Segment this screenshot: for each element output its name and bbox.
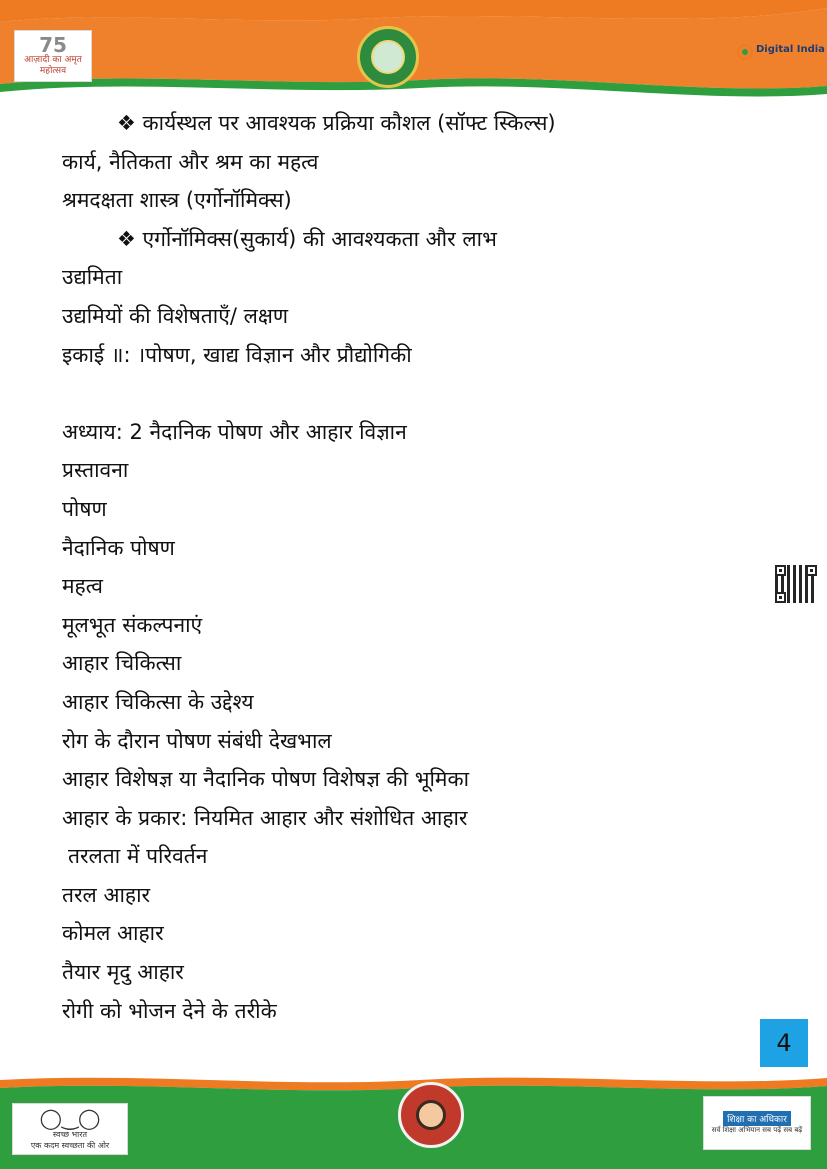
swachh-bharat-tagline: एक कदम स्वच्छता की ओर xyxy=(30,1141,110,1150)
shiksha-tagline: सर्व शिक्षा अभियान सब पढ़ें सब बढ़ें xyxy=(711,1126,803,1134)
azadi-number: 75 xyxy=(39,33,67,57)
shiksha-title: शिक्षा का अधिकार xyxy=(723,1111,791,1126)
state-seal-icon xyxy=(357,26,419,88)
content-line: कार्य, नैतिकता और श्रम का महत्व xyxy=(62,149,319,174)
swachh-bharat-glasses-icon: ◯‿◯ xyxy=(39,1106,101,1130)
page-number-badge: 4 xyxy=(760,1019,808,1067)
content-line: उद्यमियों की विशेषताएँ/ लक्षण xyxy=(62,303,289,328)
qr-corner xyxy=(775,592,786,603)
chapter-heading: अध्याय: 2 नैदानिक पोषण और आहार विज्ञान xyxy=(62,419,407,444)
content-line: रोग के दौरान पोषण संबंधी देखभाल xyxy=(62,728,332,753)
azadi-text: आज़ादी का अमृत महोत्सव xyxy=(24,55,82,76)
document-body xyxy=(62,104,762,1030)
content-line: तैयार मृदु आहार xyxy=(62,960,184,985)
content-line: तरल आहार xyxy=(62,882,151,907)
qr-code-icon[interactable] xyxy=(775,565,817,603)
qr-corner xyxy=(775,565,786,576)
content-line: आहार चिकित्सा xyxy=(62,651,182,676)
seal-inner xyxy=(371,40,405,74)
swachh-bharat-logo xyxy=(12,1103,128,1155)
qr-corner xyxy=(806,565,817,576)
content-line: ❖ कार्यस्थल पर आवश्यक प्रक्रिया कौशल (सॉफ्ट स्किल्स) xyxy=(117,111,556,135)
content-line: आहार चिकित्सा के उद्देश्य xyxy=(62,689,254,714)
beti-bachao-icon xyxy=(398,1082,464,1148)
shiksha-ka-adhikar-logo xyxy=(703,1096,811,1150)
azadi-ka-amrit-mahotsav-logo xyxy=(14,30,92,82)
content-line: तरलता में परिवर्तन xyxy=(68,844,208,869)
content-line: आहार विशेषज्ञ या नैदानिक पोषण विशेषज्ञ की भूमिका xyxy=(62,767,470,792)
digital-india-text: Digital India xyxy=(756,44,825,55)
content-line: पोषण xyxy=(62,496,107,521)
content-line: रोगी को भोजन देने के तरीके xyxy=(62,998,277,1023)
content-line: श्रमदक्षता शास्त्र (एर्गोनॉमिक्स) xyxy=(62,188,292,213)
content-line: आहार के प्रकार: नियमित आहार और संशोधित आहार xyxy=(62,805,468,830)
content-line: उद्यमिता xyxy=(62,265,123,290)
digital-india-logo xyxy=(736,40,825,68)
blank-line xyxy=(62,374,762,413)
unit-heading: इकाई ॥: ।पोषण, खाद्य विज्ञान और प्रौद्योगिकी xyxy=(62,342,412,367)
content-line: मूलभूत संकल्पनाएं xyxy=(62,612,203,637)
swachh-bharat-text: स्वच्छ भारत xyxy=(52,1130,88,1139)
content-line: प्रस्तावना xyxy=(62,458,129,483)
content-line: महत्व xyxy=(62,574,103,599)
content-line: ❖ एर्गोनॉमिक्स(सुकार्य) की आवश्यकता और लाभ xyxy=(117,226,497,251)
girl-face-icon xyxy=(416,1100,446,1130)
content-line: कोमल आहार xyxy=(62,921,164,946)
digital-india-icon xyxy=(736,42,754,62)
content-line: नैदानिक पोषण xyxy=(62,535,175,560)
